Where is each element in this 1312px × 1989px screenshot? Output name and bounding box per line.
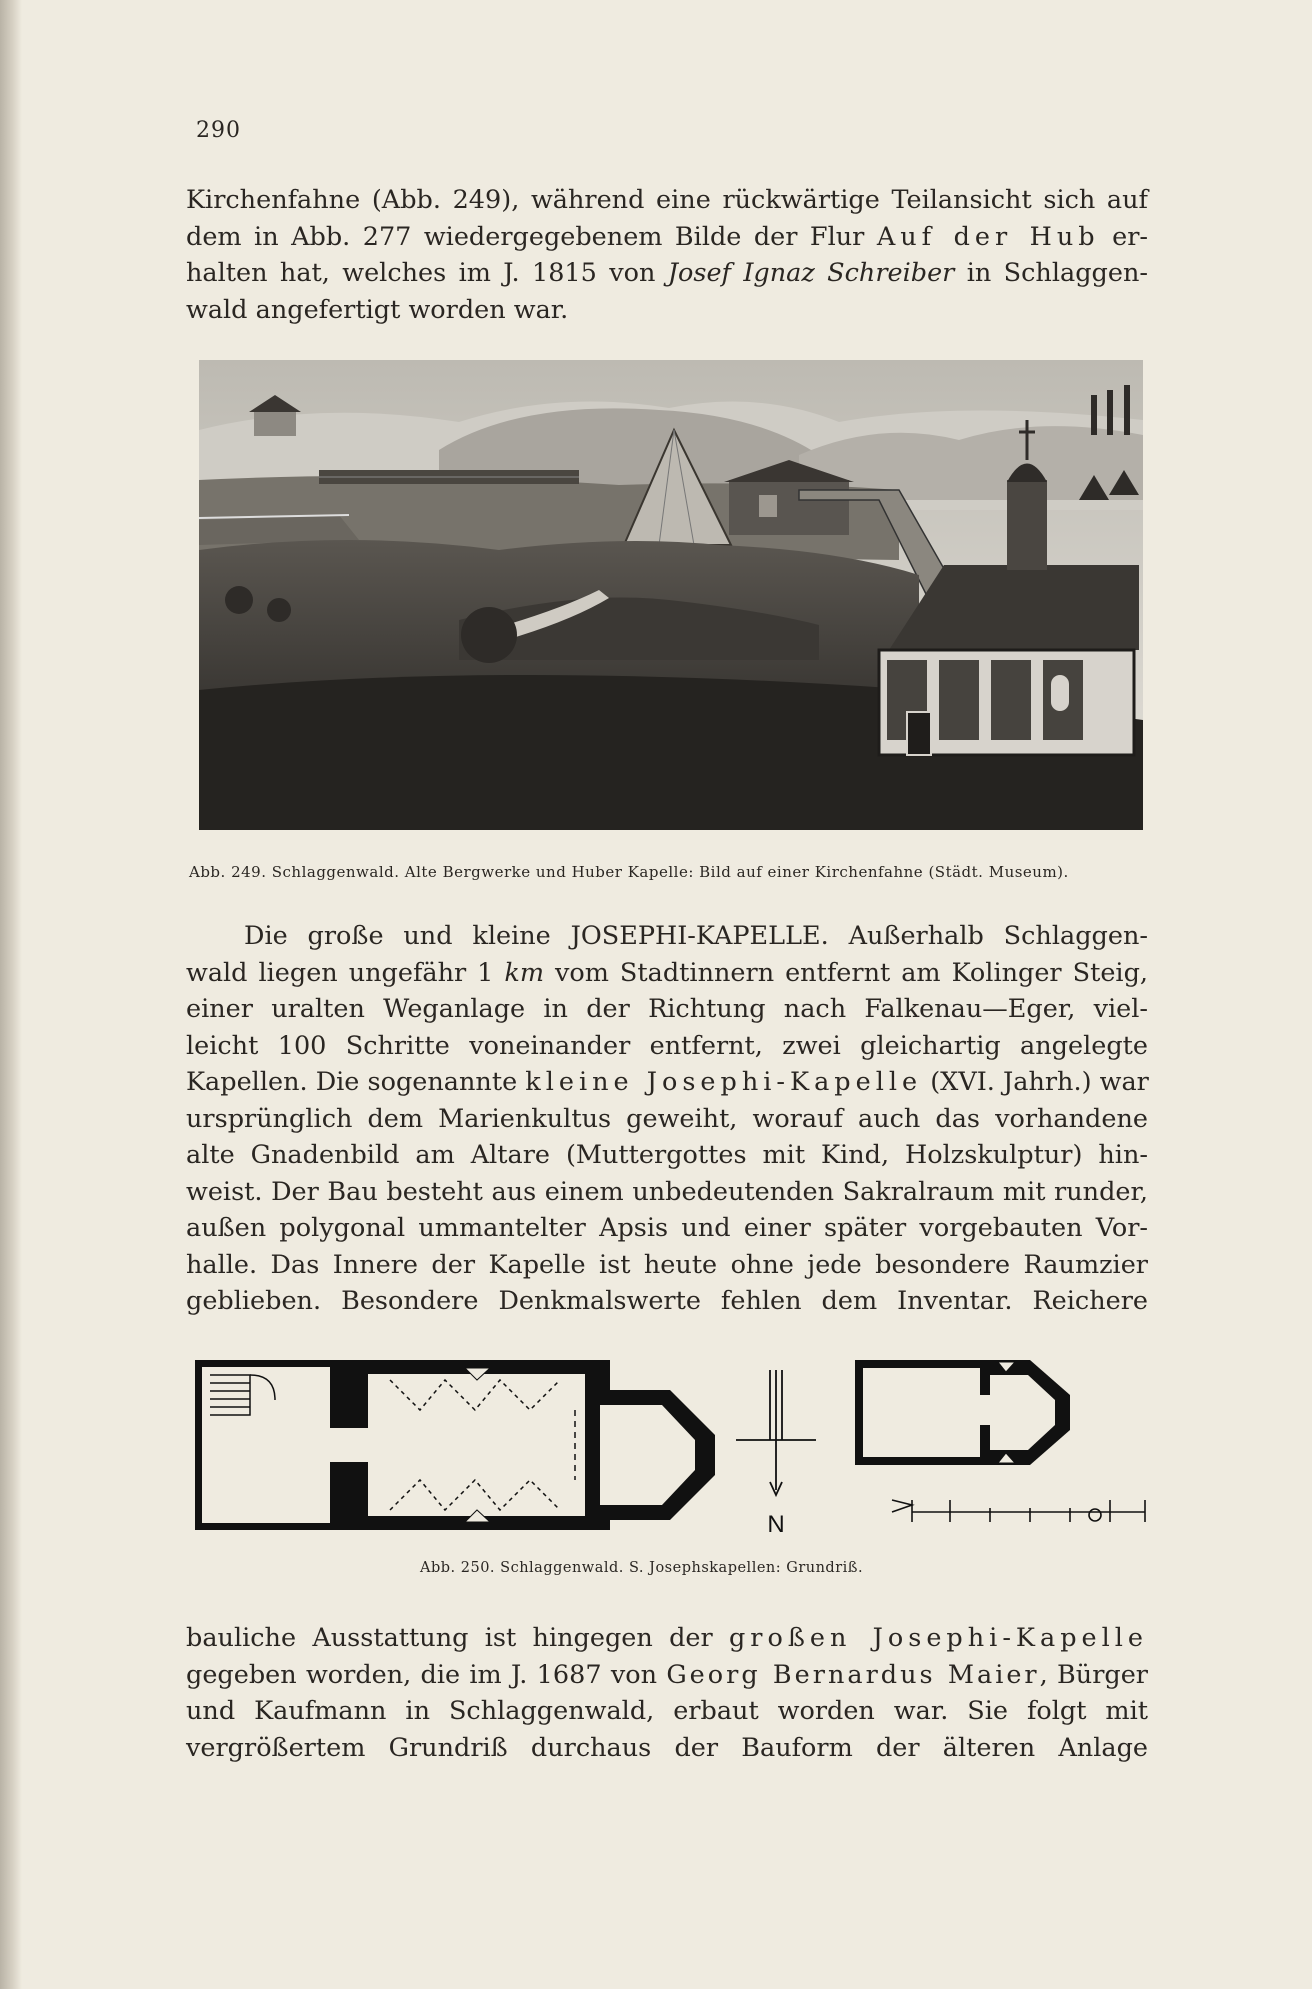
text-line: alte Gnadenbild am Altare (Muttergottes mit Kind, Holzskulptur) hin- <box>186 1140 1148 1170</box>
spaced-place-name: Auf der Hub <box>876 221 1100 252</box>
north-label: N <box>767 1511 785 1538</box>
floor-plan-small-chapel <box>855 1360 1070 1465</box>
text-line: Kapellen. Die sogenannte kleine Josephi-Kapelle (XVI. Jahrh.) war <box>186 1067 1149 1097</box>
page-number: 290 <box>196 118 241 143</box>
north-arrow <box>736 1370 816 1495</box>
chapel-door <box>907 712 931 755</box>
paragraph-intro <box>186 182 1148 328</box>
figure-250-floor-plans <box>190 1350 1160 1540</box>
text-line: einer uralten Weganlage in der Richtung nach Falkenau—Eger, viel- <box>186 994 1148 1024</box>
chapel-tower <box>1007 480 1047 570</box>
text-line: und Kaufmann in Schlaggenwald, erbaut worden war. Sie folgt mit <box>186 1696 1148 1726</box>
section-heading: Die große und kleine JOSEPHI-KAPELLE. <box>244 921 829 951</box>
text-line: weist. Der Bau besteht aus einem unbedeutenden Sakralraum mit runder, <box>186 1176 1148 1207</box>
floor-plan-large-chapel <box>195 1360 715 1530</box>
text-line: halle. Das Innere der Kapelle ist heute ohne jede besondere Raumzier <box>186 1249 1148 1280</box>
figure-249-painting <box>199 360 1143 830</box>
scale-bar <box>892 1500 1145 1522</box>
text-line: geblieben. Besondere Denkmalswerte fehlen dem Inventar. Reichere <box>186 1286 1148 1316</box>
text-line: dem in Abb. 277 wiedergegebenem Bilde der Flur Auf der Hub er- <box>186 221 1148 252</box>
figure-250-caption: Abb. 250. Schlaggenwald. S. Josephskapellen: Grundriß. <box>420 1560 864 1576</box>
text-line: gegeben worden, die im J. 1687 von Georg Bernardus Maier, Bürger <box>186 1659 1148 1690</box>
spaced-builder-name: Georg Bernardus Maier <box>666 1659 1040 1690</box>
text-line: leicht 100 Schritte voneinander entfernt, zwei gleichartig angelegte <box>186 1030 1148 1061</box>
text-line: halten hat, welches im J. 1815 von Josef Ignaz Schreiber in Schlaggen- <box>186 258 1148 288</box>
figure-249-caption: Abb. 249. Schlaggenwald. Alte Bergwerke und Huber Kapelle: Bild auf einer Kirchenfahne (Städt. Museum). <box>189 863 1069 881</box>
paragraph-josephi-kapelle <box>186 918 1148 1320</box>
spaced-chapel-name: kleine Josephi-Kapelle <box>525 1067 923 1097</box>
text-line: ursprünglich dem Marienkultus geweiht, worauf auch das vorhandene <box>186 1103 1148 1134</box>
text-line: Die große und kleine JOSEPHI-KAPELLE. Außerhalb Schlaggen- <box>244 921 1148 951</box>
text-line: wald liegen ungefähr 1 km vom Stadtinnern entfernt am Kolinger Steig, <box>186 957 1148 988</box>
painter-name: Josef Ignaz Schreiber <box>667 258 955 288</box>
text-line: bauliche Ausstattung ist hingegen der großen Josephi-Kapelle <box>186 1623 1149 1653</box>
tree <box>461 607 517 663</box>
text-line: wald angefertigt worden war. <box>186 294 569 325</box>
text-line: Kirchenfahne (Abb. 249), während eine rückwärtige Teilansicht sich auf <box>186 185 1148 215</box>
paragraph-grosse-kapelle <box>186 1620 1148 1766</box>
book-spine-shadow <box>0 0 22 1989</box>
text-line: vergrößertem Grundriß durchaus der Bauform der älteren Anlage <box>186 1732 1148 1763</box>
mine-building <box>729 480 849 535</box>
text-line: außen polygonal ummantelter Apsis und einer später vorgebauten Vor- <box>186 1213 1148 1243</box>
spaced-chapel-name: großen Josephi-Kapelle <box>728 1623 1149 1653</box>
